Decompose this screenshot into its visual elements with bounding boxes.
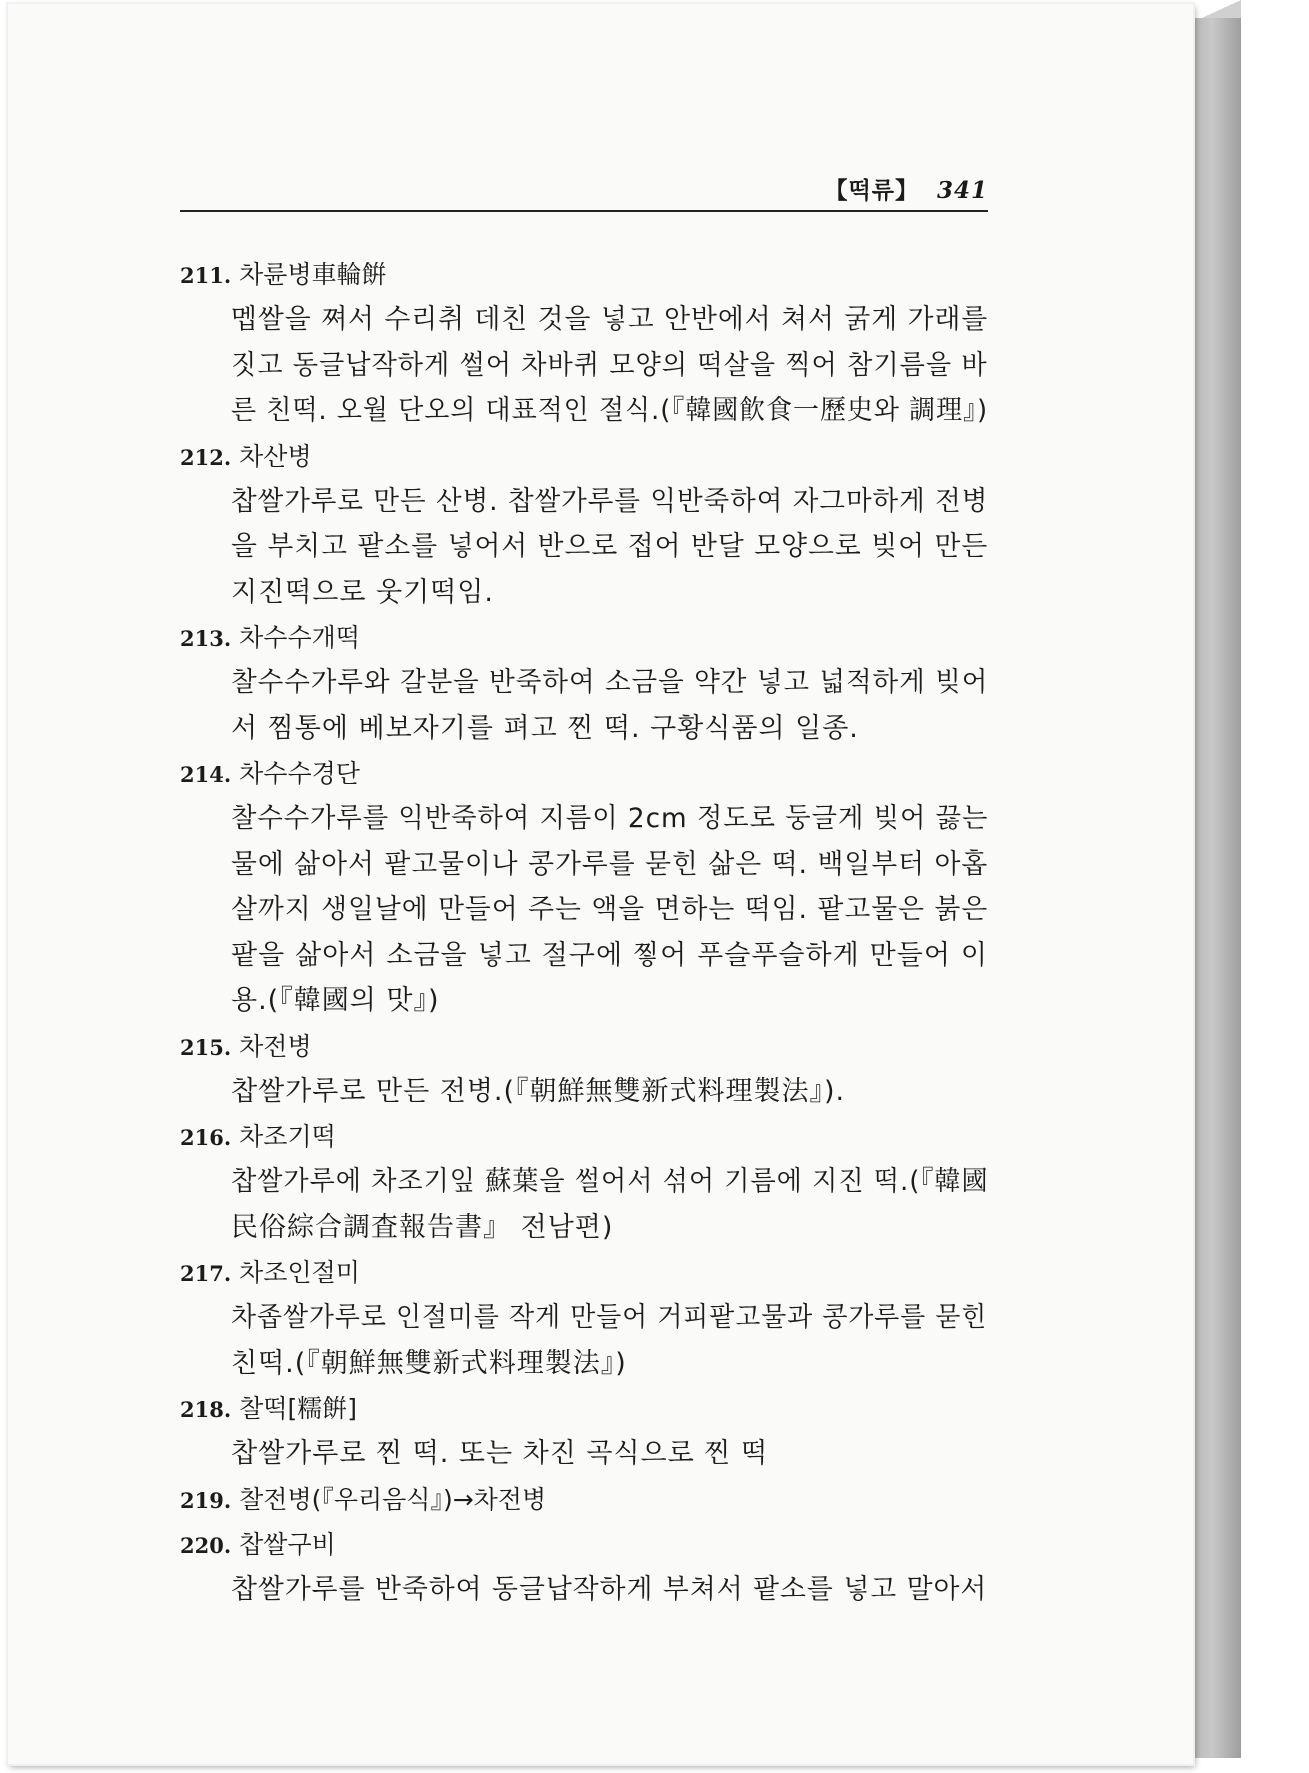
entry-heading: [180, 1250, 988, 1295]
entry-line: 찹쌀가루로 만든 산병. 찹쌀가루를 익반죽하여 자그마하게 전병: [231, 485, 989, 517]
entry-line: 멥쌀을 쪄서 수리취 데친 것을 넣고 안반에서 쳐서 굵게 가래를: [231, 304, 989, 335]
entry-heading: [180, 1024, 988, 1069]
entry-title: 차전병: [239, 1031, 312, 1061]
entry-line: 찹쌀가루로 찐 떡. 또는 차진 곡식으로 찐 떡: [231, 1438, 769, 1469]
entry-number: 212.: [180, 444, 232, 470]
entry-heading: [180, 615, 988, 660]
dictionary-entry: [180, 1522, 988, 1613]
dictionary-entry: [180, 615, 988, 751]
entry-line: 팥을 삶아서 소금을 넣고 절구에 찧어 푸슬푸슬하게 만들어 이: [231, 939, 988, 971]
entry-body: [231, 1159, 988, 1250]
entry-line: 물에 삶아서 팥고물이나 콩가루를 묻힌 삶은 떡. 백일부터 아홉: [231, 848, 989, 880]
entry-number: 217.: [180, 1261, 232, 1286]
entry-line: 찹쌀가루에 차조기잎 蘇葉을 썰어서 섞어 기름에 지진 떡.(『韓國: [231, 1166, 989, 1197]
header-rule: [180, 210, 988, 212]
entry-line: 찹쌀가루로 만든 전병.(『朝鮮無雙新式料理製法』).: [231, 1075, 846, 1107]
entry-body: [231, 796, 988, 1024]
header-text: [825, 172, 988, 205]
entry-body: [231, 660, 988, 751]
entry-title: 찰전병(『우리음식』)→차전병: [239, 1484, 547, 1514]
entry-heading: [180, 751, 988, 796]
entry-title: 찹쌀구비: [239, 1529, 336, 1559]
entry-number: 211.: [180, 263, 232, 288]
entry-line: 짓고 동글납작하게 썰어 차바퀴 모양의 떡살을 찍어 참기름을 바: [231, 349, 988, 381]
entry-body: [231, 297, 988, 434]
entry-line: 살까지 생일날에 만들어 주는 액을 면하는 떡임. 팥고물은 붉은: [231, 894, 989, 925]
dictionary-entry: [180, 434, 988, 616]
entry-body: [231, 1295, 988, 1386]
entry-line: 찰수수가루와 갈분을 반죽하여 소금을 약간 넣고 넓적하게 빚어: [231, 667, 989, 698]
entry-line: 지진떡으로 웃기떡임.: [231, 576, 494, 608]
entry-title: 차조기떡: [239, 1122, 336, 1151]
entry-title: 차수수경단: [239, 759, 360, 788]
entry-body: [231, 1431, 988, 1477]
page-edge: [1193, 18, 1241, 1758]
entry-line: 民俗綜合調査報告書』 전남편): [231, 1211, 614, 1243]
entry-line: 찹쌀가루를 반죽하여 동글납작하게 부쳐서 팥소를 넣고 말아서: [231, 1573, 988, 1605]
dictionary-entry: [180, 1024, 988, 1115]
entry-line: 용.(『韓國의 맛』): [231, 985, 440, 1016]
dictionary-entry: [180, 751, 988, 1024]
entry-heading: [180, 252, 988, 297]
dictionary-entry: [180, 1386, 988, 1477]
entry-line: 른 친떡. 오월 단오의 대표적인 절식.(『韓國飮食一歷史와 調理』): [231, 395, 989, 426]
entry-title: 차산병: [239, 441, 312, 471]
entry-heading: [180, 434, 988, 479]
entry-title: 차수수개떡: [239, 623, 360, 652]
entry-title: 차조인절미: [239, 1258, 360, 1287]
entry-line: 을 부치고 팥소를 넣어서 반으로 접어 반달 모양으로 빚어 만든: [231, 531, 989, 562]
page-number: 341: [936, 177, 988, 204]
dictionary-entry: [180, 1477, 988, 1522]
entry-line: 찰수수가루를 익반죽하여 지름이 2cm 정도로 둥글게 빚어 끓는: [231, 803, 989, 834]
entry-number: 214.: [180, 762, 232, 787]
entry-heading: [180, 1522, 988, 1567]
entry-line: 서 찜통에 베보자기를 펴고 찐 떡. 구황식품의 일종.: [231, 712, 859, 744]
entry-number: 213.: [180, 626, 232, 651]
entry-body: [231, 1069, 988, 1115]
entry-number: 215.: [180, 1034, 232, 1060]
dictionary-entry: [180, 1114, 988, 1250]
entry-heading: [180, 1114, 988, 1159]
dictionary-entry: [180, 252, 988, 434]
entry-line: 차좁쌀가루로 인절미를 작게 만들어 거피팥고물과 콩가루를 묻힌: [231, 1302, 988, 1333]
entry-number: 220.: [180, 1532, 232, 1558]
entry-title: 차륜병車輪餠: [239, 260, 387, 289]
entry-list: [180, 252, 988, 1612]
entry-body: [231, 1567, 988, 1613]
entry-title: 찰떡[糯餠]: [239, 1394, 357, 1423]
section-label: 【떡류】: [824, 177, 919, 204]
entry-number: 219.: [180, 1487, 232, 1513]
entry-number: 216.: [180, 1125, 232, 1150]
running-header: [180, 172, 988, 212]
dictionary-entry: [180, 1250, 988, 1386]
entry-heading: [180, 1477, 988, 1522]
entry-heading: [180, 1386, 988, 1431]
entry-body: [231, 479, 988, 616]
entry-number: 218.: [180, 1397, 232, 1422]
entry-line: 친떡.(『朝鮮無雙新式料理製法』): [231, 1347, 627, 1379]
